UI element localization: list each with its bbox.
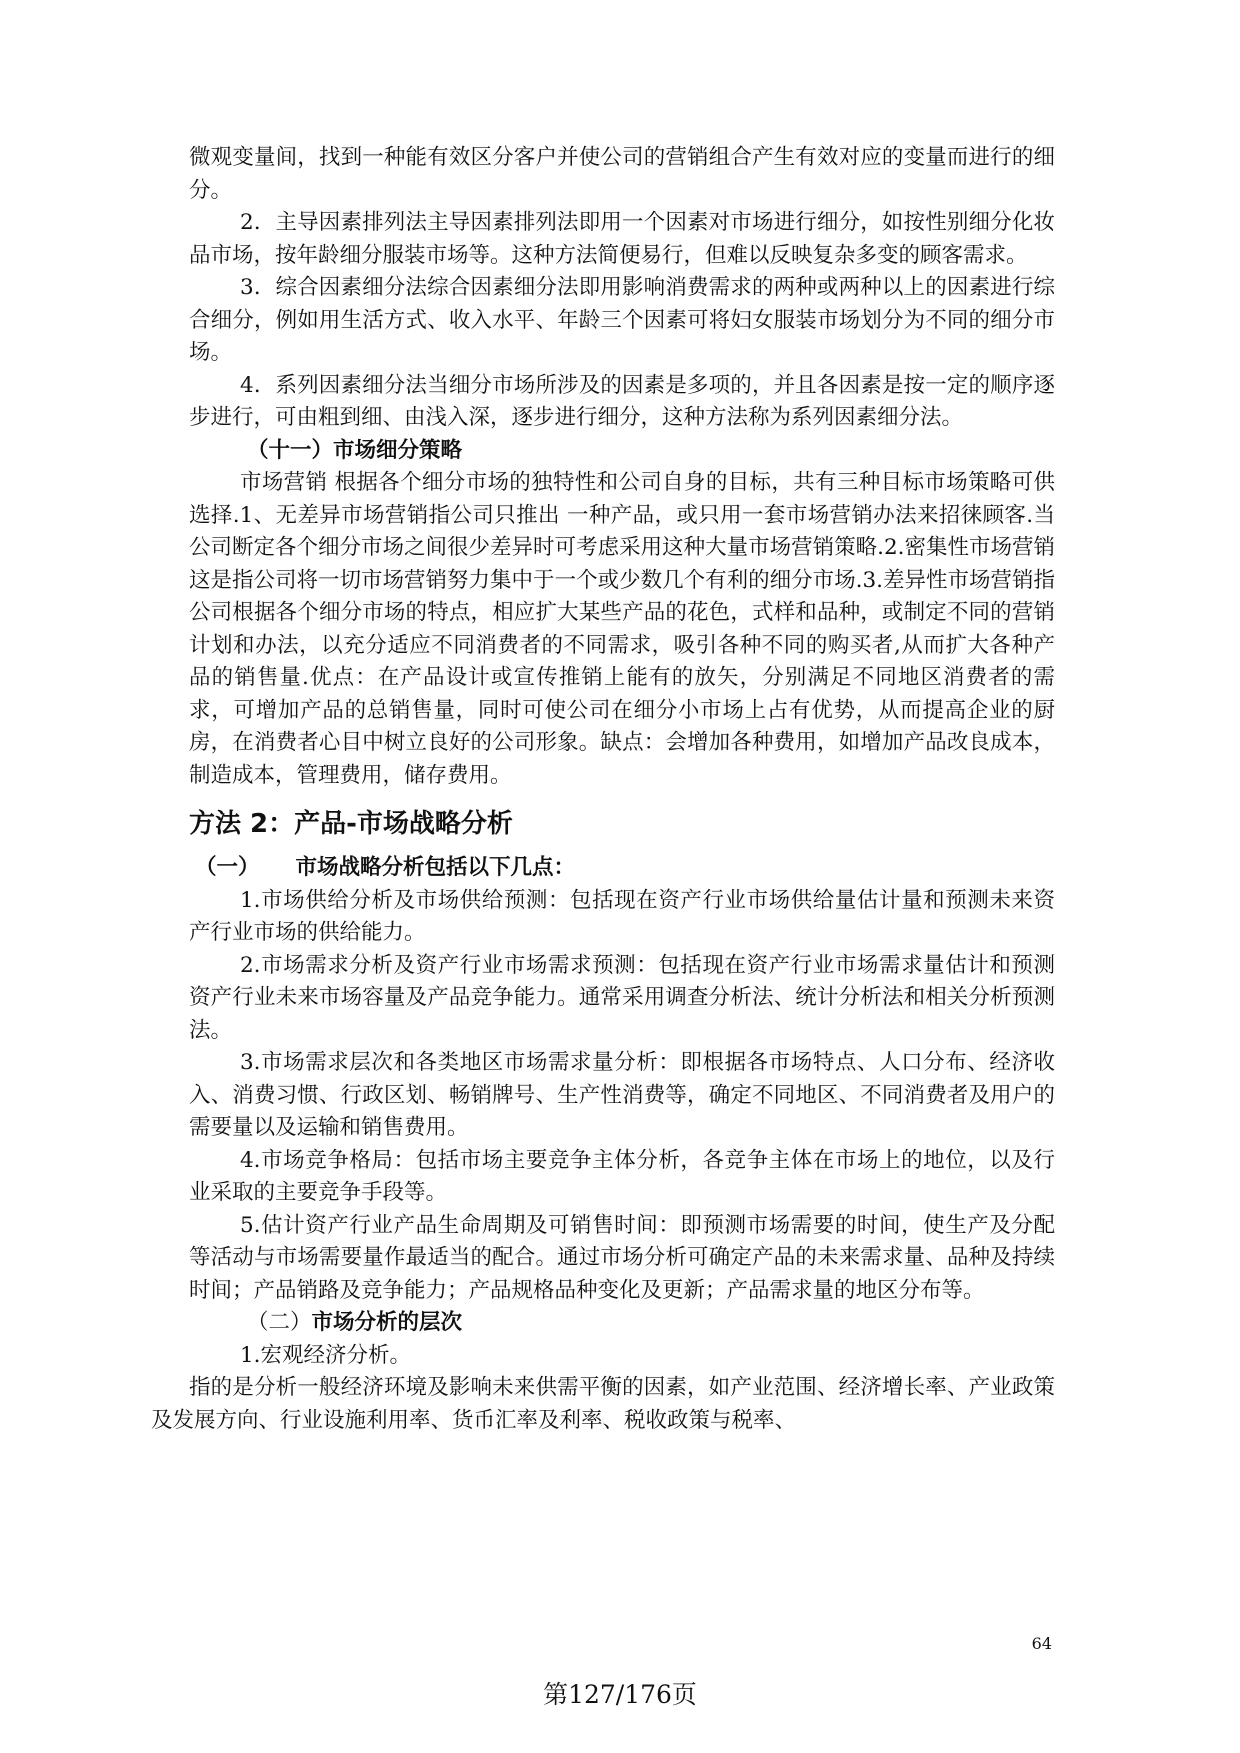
paragraph-macro-analysis: 指的是分析一般经济环境及影响未来供需平衡的因素，如产业范围、经济增长率、产业政策及发展方向、行业设施利用率、货币汇率及利率、税收政策与税率、 <box>151 1375 1055 1433</box>
heading-number: （二） <box>247 1310 312 1335</box>
paragraph-segmentation-strategy: 市场营销 根据各个细分市场的独特性和公司自身的目标，共有三种目标市场策略可供选择.1、无差异市场营销指公司只推出 一种产品，或只用一套市场营销办法来招徕顾客.当公司断定各个细分市场之间很少差异时可考虑采用这种大量市场营销策略.2.密集性市场营销这是指公司将一切市场营销努力集中于一个或少数几个有利的细分市场.3.差异性市场营销指公司根据各个细分市场的特点，相应扩大某些产品的花色，式样和品种，或制定不同的营销计划和办法，以充分适应不同消费者的不同需求，吸引各种不同的购买者,从而扩大各种产品的销售量.优点：在产品设计或宣传推销上能有的放矢，分别满足不同地区消费者的需求，可增加产品的总销售量，同时可使公司在细分小市场上占有优势，从而提高企业的厨房，在消费者心目中树立良好的公司形象。缺点：会增加各种费用，如增加产品改良成本，制造成本，管理费用，储存费用。 <box>189 470 1055 788</box>
paragraph-dominant-factor: 2．主导因素排列法主导因素排列法即用一个因素对市场进行细分，如按性别细分化妆品市场，按年龄细分服装市场等。这种方法简便易行，但难以反映复杂多变的顾客需求。 <box>189 210 1055 268</box>
macro-paragraph-wrap <box>151 1372 1055 1437</box>
section-heading: 方法 2：产品-市场战略分析 <box>189 809 513 839</box>
heading-segmentation-strategy: （十一）市场细分策略 <box>247 437 463 463</box>
document-body <box>151 142 1055 1437</box>
paragraph-series-factor: 4．系列因素细分法当细分市场所涉及的因素是多项的，并且各因素是按一定的顺序逐步进行，可由粗到细、由浅入深，逐步进行细分，这种方法称为系列因素细分法。 <box>189 372 1055 430</box>
paragraph-continuation: 微观变量间，找到一种能有效区分客户并使公司的营销组合产生有效对应的变量而进行的细分。 <box>189 145 1055 203</box>
heading-market-strategy-analysis <box>189 852 1055 885</box>
heading-number: （一） <box>195 855 260 880</box>
heading-analysis-levels <box>189 1307 1055 1340</box>
paragraph-demand-analysis: 2.市场需求分析及资产行业市场需求预测：包括现在资产行业市场需求量估计和预测资产行业未来市场容量及产品竞争能力。通常采用调查分析法、统计分析法和相关分析预测法。 <box>189 952 1055 1043</box>
paragraph-competition: 4.市场竞争格局：包括市场主要竞争主体分析，各竞争主体在市场上的地位，以及行业采取的主要竞争手段等。 <box>189 1147 1055 1205</box>
page-number: 64 <box>1031 1634 1052 1653</box>
page-footer: 第127/176页 <box>543 1680 697 1709</box>
paragraph-product-lifecycle: 5.估计资产行业产品生命周期及可销售时间：即预测市场需要的时间，使生产及分配等活动与市场需要量作最适当的配合。通过市场分析可确定产品的未来需求量、品种及持续时间；产品销路及竞争能力；产品规格品种变化及更新；产品需求量的地区分布等。 <box>189 1212 1055 1303</box>
paragraph-supply-analysis: 1.市场供给分析及市场供给预测：包括现在资产行业市场供给量估计量和预测未来资产行业市场的供给能力。 <box>189 887 1055 945</box>
heading-text: 市场分析的层次 <box>311 1310 463 1335</box>
heading-text: 市场战略分析包括以下几点： <box>295 855 576 880</box>
item-macro-analysis: 1.宏观经济分析。 <box>240 1342 412 1368</box>
paragraph-regional-demand: 3.市场需求层次和各类地区市场需求量分析：即根据各市场特点、人口分布、经济收入、消费习惯、行政区划、畅销牌号、生产性消费等，确定不同地区、不同消费者及用户的需要量以及运输和销售费用。 <box>189 1050 1055 1140</box>
paragraph-combined-factor: 3．综合因素细分法综合因素细分法即用影响消费需求的两种或两种以上的因素进行综合细分，例如用生活方式、收入水平、年龄三个因素可将妇女服装市场划分为不同的细分市场。 <box>189 275 1055 365</box>
